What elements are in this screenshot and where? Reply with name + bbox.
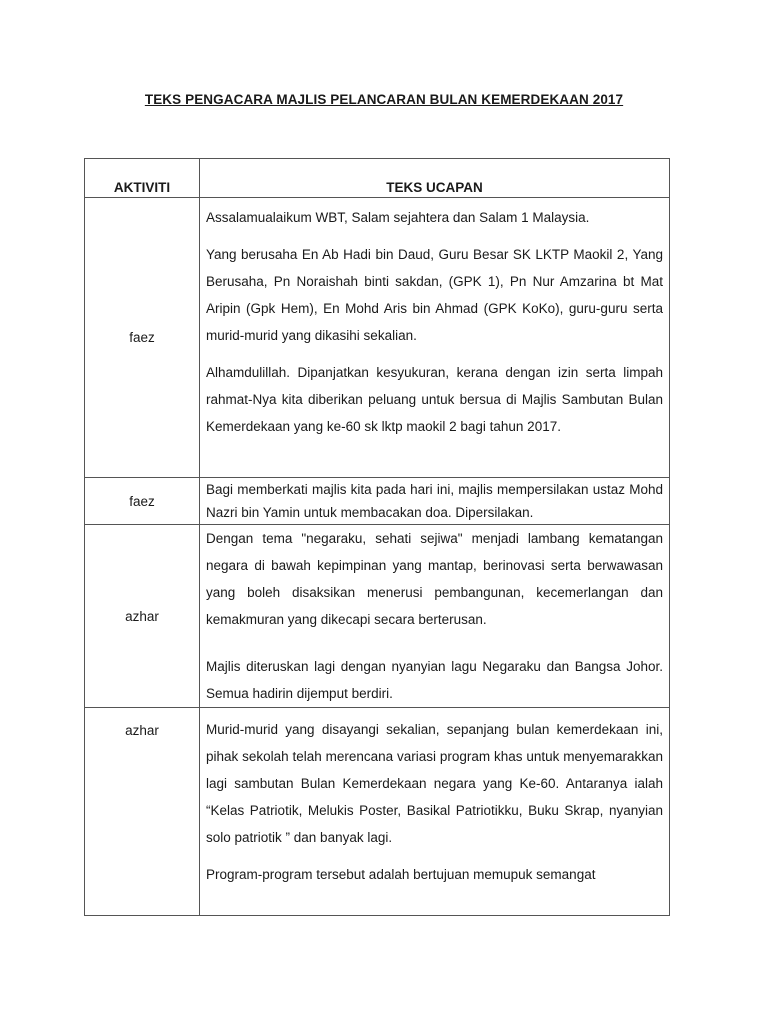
speech-cell bbox=[200, 708, 670, 916]
table-row bbox=[85, 708, 670, 916]
table-row bbox=[85, 525, 670, 708]
speech-paragraph: Majlis diteruskan lagi dengan nyanyian lagu Negaraku dan Bangsa Johor. Semua hadirin dijemput berdiri. bbox=[206, 659, 663, 701]
speech-paragraph: Murid-murid yang disayangi sekalian, sepanjang bulan kemerdekaan ini, pihak sekolah telah merencana variasi program khas untuk menyemarakkan lagi sambutan Bulan Kemerdekaan negara yang Ke-60. Antaranya ialah “Kelas Patriotik, Melukis Poster, Basikal Patriotikku, Buku Skrap, nyanyian solo patriotik ” dan banyak lagi. bbox=[206, 722, 663, 845]
activity-cell: azhar bbox=[85, 708, 200, 916]
speech-paragraph: Yang berusaha En Ab Hadi bin Daud, Guru Besar SK LKTP Maokil 2, Yang Berusaha, Pn Noraishah binti sakdan, (GPK 1), Pn Nur Amzarina bt Mat Aripin (Gpk Hem), En Mohd Aris bin Ahmad (GPK KoKo), guru-guru serta murid-murid yang dikasihi sekalian. bbox=[206, 247, 663, 343]
header-activity: AKTIVITI bbox=[85, 159, 200, 198]
speech-cell bbox=[200, 478, 670, 525]
table-row bbox=[85, 478, 670, 525]
header-speech-text: TEKS UCAPAN bbox=[200, 159, 670, 198]
speech-paragraph: Dengan tema "negaraku, sehati sejiwa" menjadi lambang kematangan negara di bawah kepimpinan yang mantap, berinovasi serta berwawasan yang boleh disaksikan menerusi pembangunan, kecemerlangan dan kemakmuran yang dikecapi secara berterusan. bbox=[206, 531, 663, 627]
speech-cell bbox=[200, 198, 670, 478]
document-title: TEKS PENGACARA MAJLIS PELANCARAN BULAN KEMERDEKAAN 2017 bbox=[144, 92, 624, 107]
table-header-row bbox=[85, 159, 670, 198]
speech-paragraph: Bagi memberkati majlis kita pada hari ini, majlis mempersilakan ustaz Mohd Nazri bin Yamin untuk membacakan doa. Dipersilakan. bbox=[206, 482, 663, 520]
speech-paragraph: Assalamualaikum WBT, Salam sejahtera dan Salam 1 Malaysia. bbox=[206, 210, 590, 225]
speech-cell bbox=[200, 525, 670, 708]
activity-cell: azhar bbox=[85, 525, 200, 708]
activity-cell: faez bbox=[85, 198, 200, 478]
table-row bbox=[85, 198, 670, 478]
speech-table bbox=[84, 158, 670, 916]
activity-cell: faez bbox=[85, 478, 200, 525]
speech-paragraph: Program-program tersebut adalah bertujuan memupuk semangat bbox=[206, 867, 596, 882]
speech-paragraph: Alhamdulillah. Dipanjatkan kesyukuran, kerana dengan izin serta limpah rahmat-Nya kita diberikan peluang untuk bersua di Majlis Sambutan Bulan Kemerdekaan yang ke-60 sk lktp maokil 2 bagi tahun 2017. bbox=[206, 365, 663, 434]
